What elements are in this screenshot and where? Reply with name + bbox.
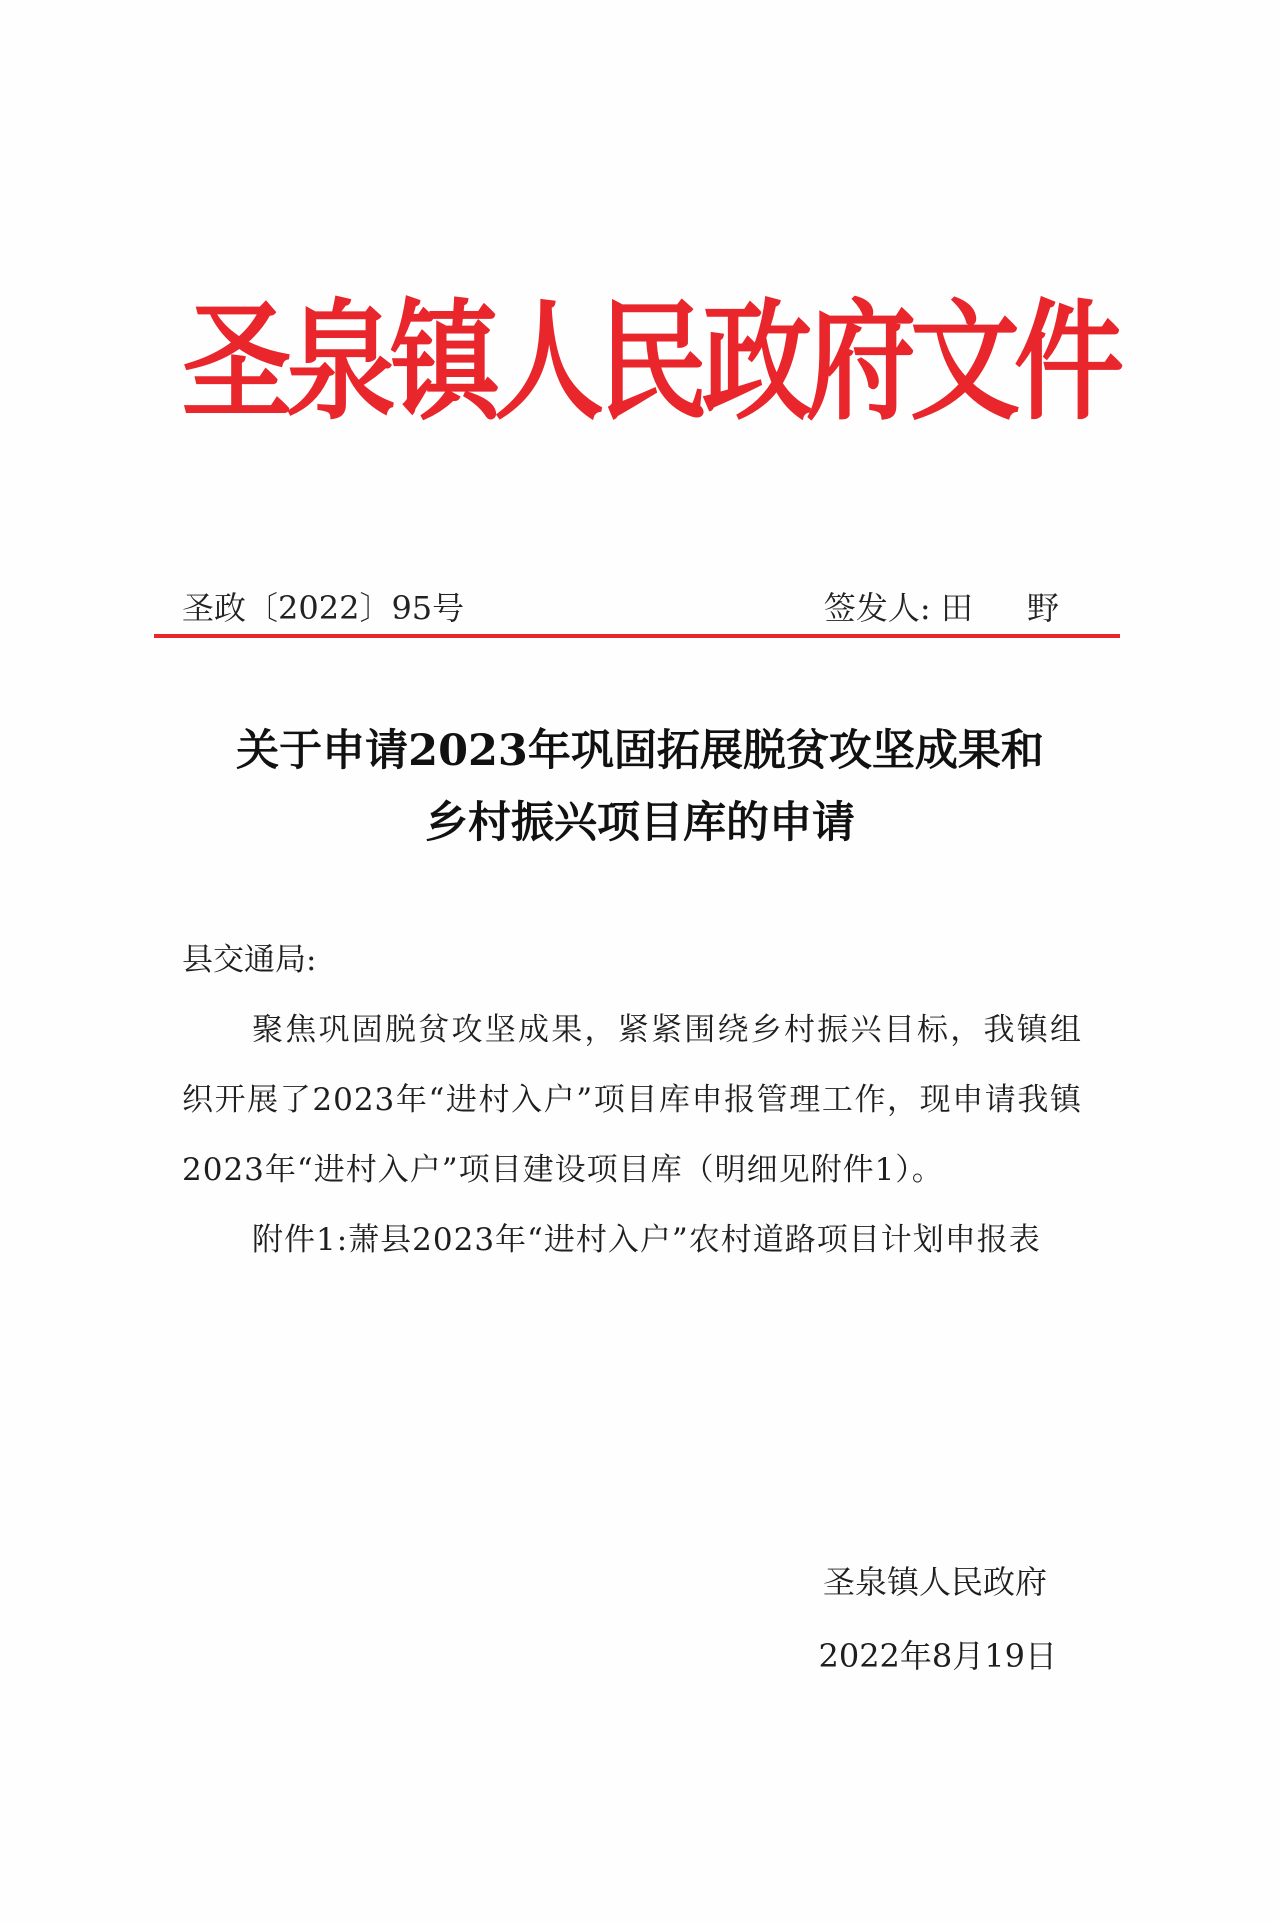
document-title-line-1: 关于申请2023年巩固拓展脱贫攻坚成果和 [236, 726, 1044, 776]
signature-date: 2022年8月19日 [818, 1637, 1057, 1675]
document-body [182, 925, 1082, 1275]
signer-name: 田 野 [940, 589, 1081, 627]
salutation: 县交通局: [182, 942, 317, 978]
document-title-line-2: 乡村振兴项目库的申请 [425, 798, 855, 848]
document-title [120, 715, 1160, 859]
signer [824, 588, 1081, 628]
attachment-note: 附件1:萧县2023年“进村入户”农村道路项目计划申报表 [252, 1222, 1041, 1258]
body-paragraph: 聚焦巩固脱贫攻坚成果，紧紧围绕乡村振兴目标，我镇组织开展了2023年“进村入户”项目库申报管理工作，现申请我镇2023年“进村入户”项目建设项目库（明细见附件1）。 [182, 1012, 1082, 1188]
document-number: 圣政〔2022〕95号 [182, 589, 465, 627]
signer-label: 签发人: [823, 589, 931, 627]
signature-organization: 圣泉镇人民政府 [822, 1563, 1047, 1601]
document-header-title: 圣泉镇人民政府文件 [182, 286, 1118, 438]
header-divider [154, 634, 1120, 638]
